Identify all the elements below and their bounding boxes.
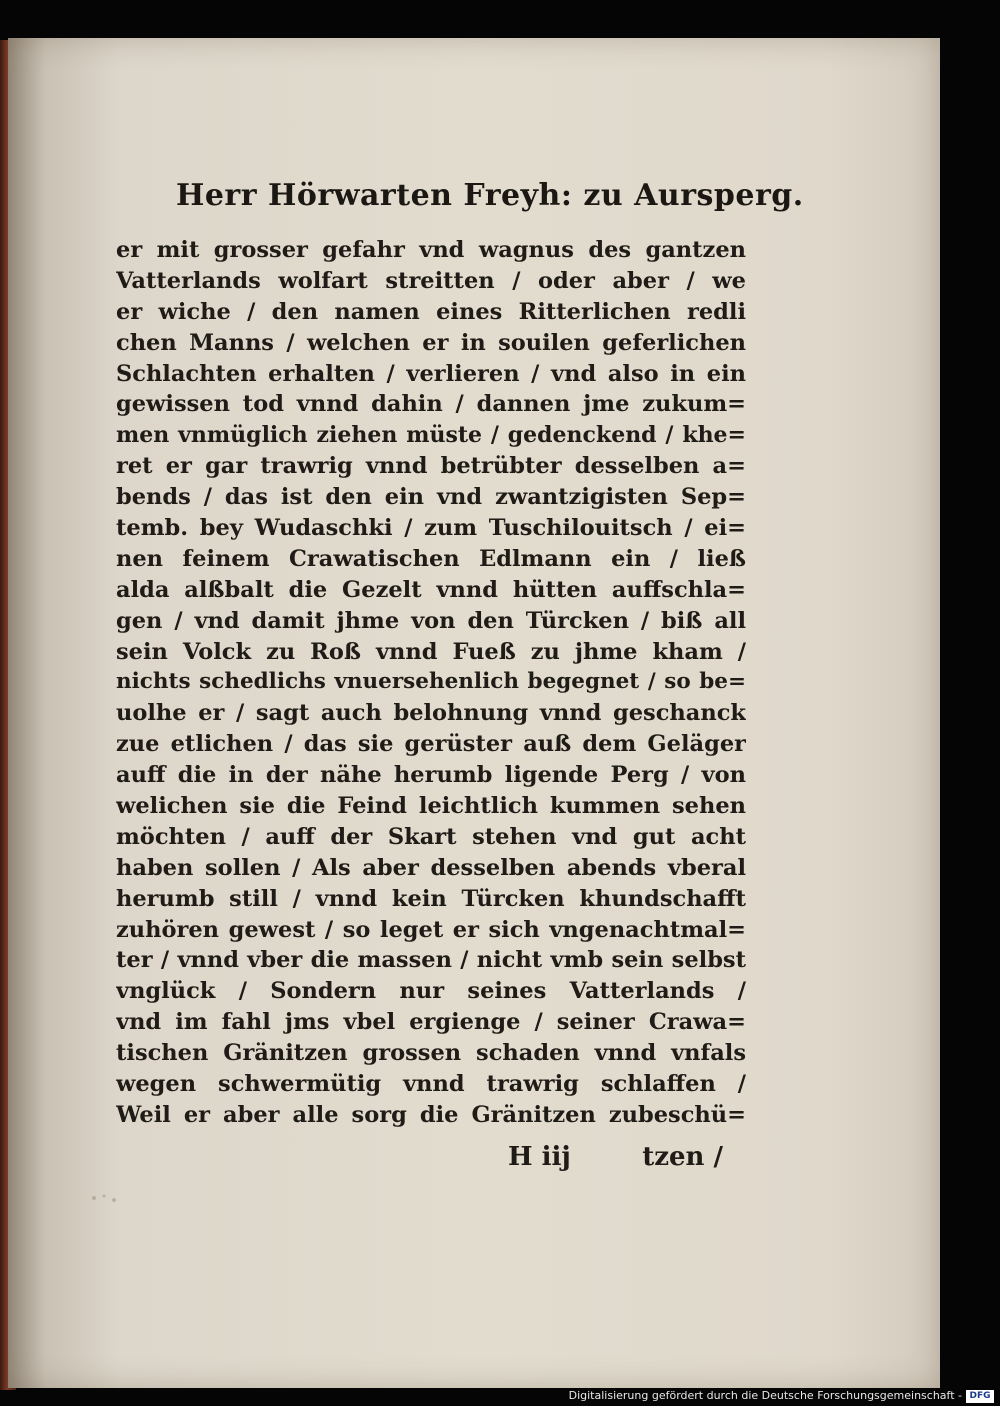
text-line: Vatterlands wolfart streitten / oder aber / we bbox=[116, 267, 746, 294]
text-line: vnglück / Sondern nur seines Vatterlands / bbox=[116, 978, 746, 1005]
text-line: ter / vnnd vber die massen / nicht vmb sein selbst bbox=[116, 947, 746, 974]
text-line: gen / vnd damit jhme von den Türcken / biß all bbox=[116, 607, 746, 634]
text-line: vnd im fahl jms vbel ergienge / seiner Crawa= bbox=[116, 1009, 746, 1036]
text-line: gewissen tod vnnd dahin / dannen jme zukum= bbox=[116, 391, 746, 418]
text-line: welichen sie die Feind leichtlich kummen sehen bbox=[116, 793, 746, 820]
text-line: haben sollen / Als aber desselben abends vberal bbox=[116, 854, 746, 881]
footer-credit: Digitalisierung gefördert durch die Deutsche Forschungsgemeinschaft - bbox=[568, 1389, 962, 1402]
text-line: men vnmüglich ziehen müste / gedenckend / khe= bbox=[116, 422, 746, 449]
text-line: auff die in der nähe herumb ligende Perg / von bbox=[116, 762, 746, 789]
text-line: tischen Gränitzen grossen schaden vnnd vnfals bbox=[116, 1040, 746, 1067]
paper-stain-icon bbox=[88, 1188, 128, 1208]
text-line: alda alßbalt die Gezelt vnnd hütten auffschla= bbox=[116, 576, 746, 603]
running-head: Herr Hörwarten Freyh: zu Aursperg. bbox=[176, 178, 804, 213]
text-line: herumb still / vnnd kein Türcken khundschafft bbox=[116, 885, 746, 912]
signature-line bbox=[508, 1142, 723, 1176]
text-line: ret er gar trawrig vnnd betrübter desselben a= bbox=[116, 453, 746, 480]
text-line: zuhören gewest / so leget er sich vngenachtmal= bbox=[116, 916, 746, 943]
signature-mark: H iij bbox=[508, 1142, 571, 1172]
text-line: er mit grosser gefahr vnd wagnus des gantzen bbox=[116, 237, 746, 263]
text-line: uolhe er / sagt auch belohnung vnnd geschanck bbox=[116, 700, 746, 727]
text-line: chen Manns / welchen er in souilen geferlichen bbox=[116, 329, 746, 356]
text-line: möchten / auff der Skart stehen vnd gut acht bbox=[116, 823, 746, 850]
dfg-logo-icon: DFG bbox=[966, 1390, 994, 1403]
text-line: wegen schwermütig vnnd trawrig schlaffen / bbox=[116, 1071, 746, 1098]
text-line: Schlachten erhalten / verlieren / vnd also in ein bbox=[116, 360, 746, 387]
text-line: Weil er aber alle sorg die Gränitzen zubeschü= bbox=[116, 1101, 746, 1128]
text-block bbox=[116, 235, 746, 1131]
text-line: sein Volck zu Roß vnnd Fueß zu jhme kham / bbox=[116, 638, 746, 665]
text-line: nichts schedlichs vnuersehenlich begegnet / so be= bbox=[116, 669, 746, 695]
catchword: tzen / bbox=[642, 1142, 723, 1172]
text-line: bends / das ist den ein vnd zwantzigisten Sep= bbox=[116, 484, 746, 511]
text-line: zue etlichen / das sie gerüster auß dem Geläger bbox=[116, 731, 746, 758]
text-line: nen feinem Crawatischen Edlmann ein / ließ bbox=[116, 545, 746, 572]
text-line: er wiche / den namen eines Ritterlichen redli bbox=[116, 298, 746, 325]
text-line: temb. bey Wudaschki / zum Tuschilouitsch / ei= bbox=[116, 515, 746, 542]
book-page bbox=[8, 38, 940, 1388]
